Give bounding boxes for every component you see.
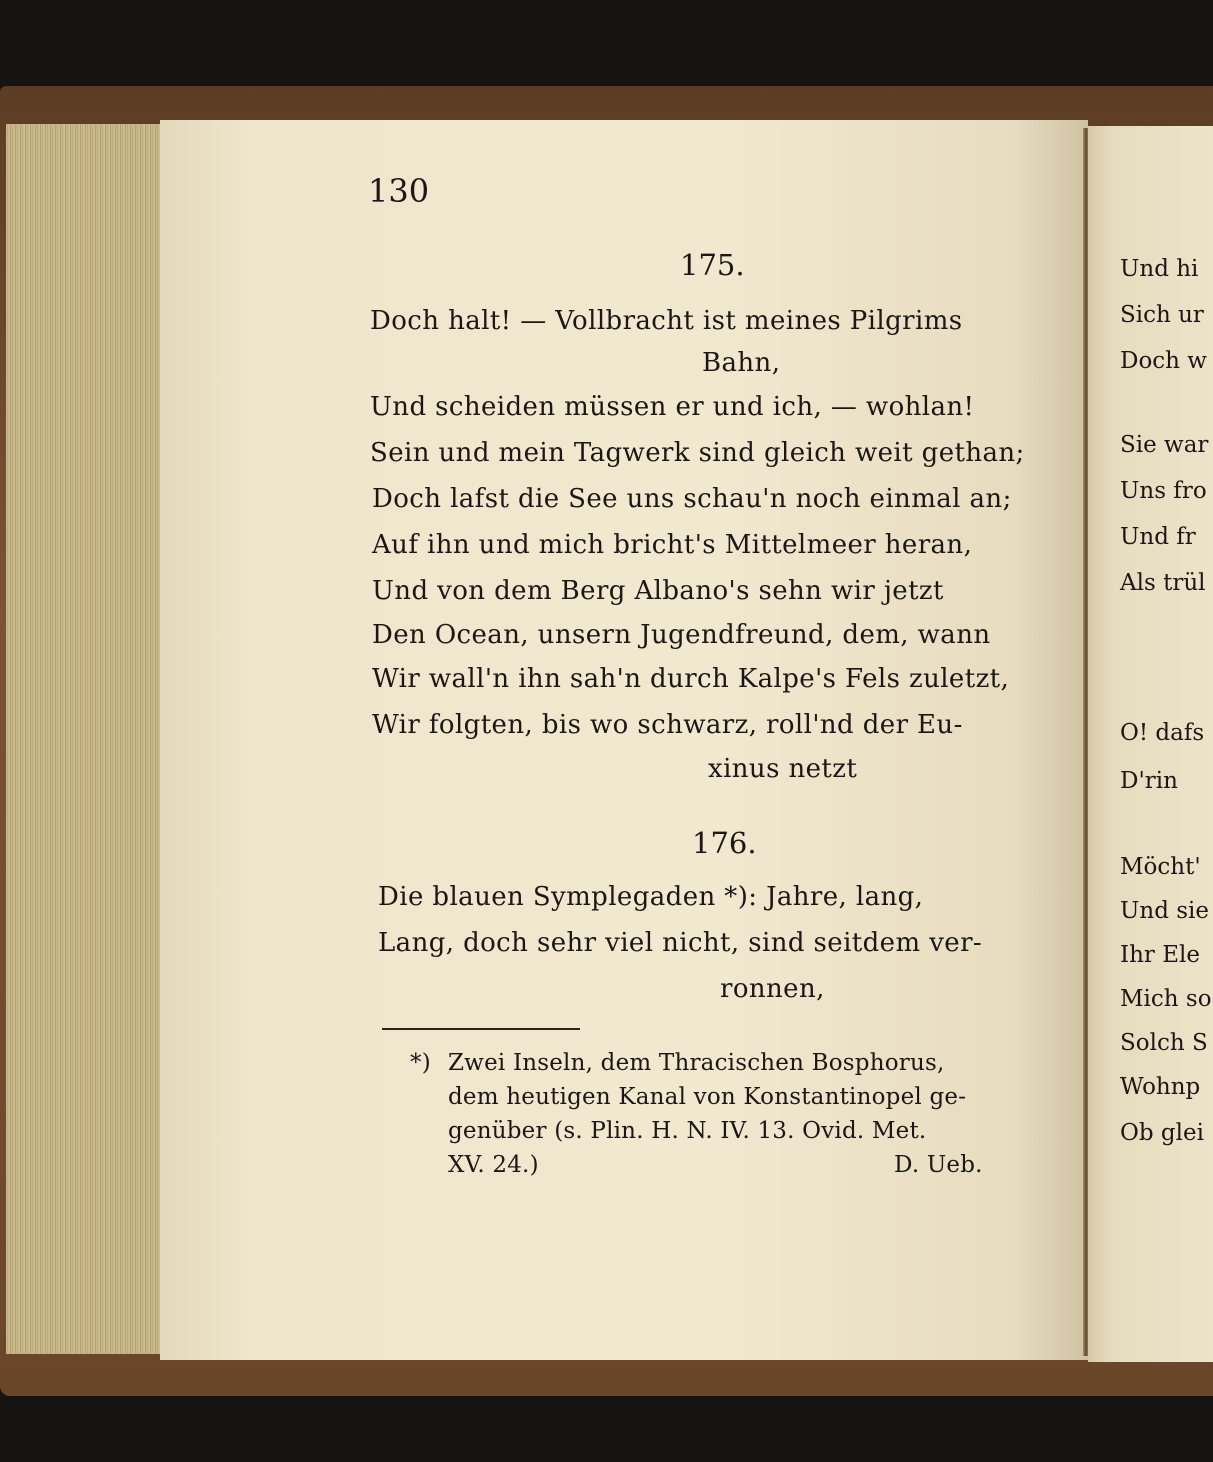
verse-line: Und scheiden müssen er und ich, — wohlan! — [370, 392, 975, 422]
facing-line: Und hi — [1120, 256, 1199, 282]
verse-line: Wir wall'n ihn sah'n durch Kalpe's Fels zuletzt, — [372, 664, 1010, 694]
stanza-heading: 175. — [680, 248, 745, 282]
verse-line: Lang, doch sehr viel nicht, sind seitdem ver- — [378, 928, 983, 958]
footnote-line: Zwei Inseln, dem Thracischen Bosphorus, — [448, 1050, 945, 1076]
verse-line: Bahn, — [702, 348, 781, 378]
verse-line: Die blauen Symplegaden *): Jahre, lang, — [378, 882, 924, 912]
footnote-marker: *) — [410, 1050, 431, 1076]
verse-line: Doch lafst die See uns schau'n noch einmal an; — [372, 484, 1012, 514]
facing-line: Als trül — [1120, 570, 1206, 596]
verse-line: Wir folgten, bis wo schwarz, roll'nd der Eu- — [372, 710, 963, 740]
facing-line: Mich so — [1120, 986, 1212, 1012]
facing-line: Doch w — [1120, 348, 1207, 374]
page-number: 130 — [368, 172, 430, 210]
footnote-line: genüber (s. Plin. H. N. IV. 13. Ovid. Met. — [448, 1118, 927, 1144]
facing-line: Und sie — [1120, 898, 1210, 924]
facing-line: O! dafs — [1120, 720, 1205, 746]
verse-line: ronnen, — [720, 974, 825, 1004]
facing-line: Und fr — [1120, 524, 1196, 550]
footnote-rule — [382, 1028, 580, 1030]
facing-line: Möcht' — [1120, 854, 1201, 880]
facing-line: Ihr Ele — [1120, 942, 1200, 968]
verse-line: xinus netzt — [708, 754, 858, 784]
footnote-line: dem heutigen Kanal von Konstantinopel ge- — [448, 1084, 967, 1110]
facing-line: Sie war — [1120, 432, 1209, 458]
footnote-signature: D. Ueb. — [894, 1152, 983, 1178]
stanza-heading: 176. — [692, 826, 757, 860]
facing-line: Uns fro — [1120, 478, 1207, 504]
verse-line: Sein und mein Tagwerk sind gleich weit gethan; — [370, 438, 1025, 468]
page-block-edge — [6, 124, 168, 1354]
verse-line: Den Ocean, unsern Jugendfreund, dem, wann — [372, 620, 991, 650]
footnote-line: XV. 24.) — [448, 1152, 539, 1178]
right-page — [1088, 126, 1213, 1362]
facing-line: D'rin — [1120, 768, 1178, 794]
verse-line: Und von dem Berg Albano's sehn wir jetzt — [372, 576, 944, 606]
facing-line: Ob glei — [1120, 1120, 1204, 1146]
verse-line: Doch halt! — Vollbracht ist meines Pilgrims — [370, 306, 963, 336]
facing-line: Wohnp — [1120, 1074, 1201, 1100]
verse-line: Auf ihn und mich bricht's Mittelmeer heran, — [372, 530, 973, 560]
facing-line: Sich ur — [1120, 302, 1204, 328]
facing-line: Solch S — [1120, 1030, 1208, 1056]
